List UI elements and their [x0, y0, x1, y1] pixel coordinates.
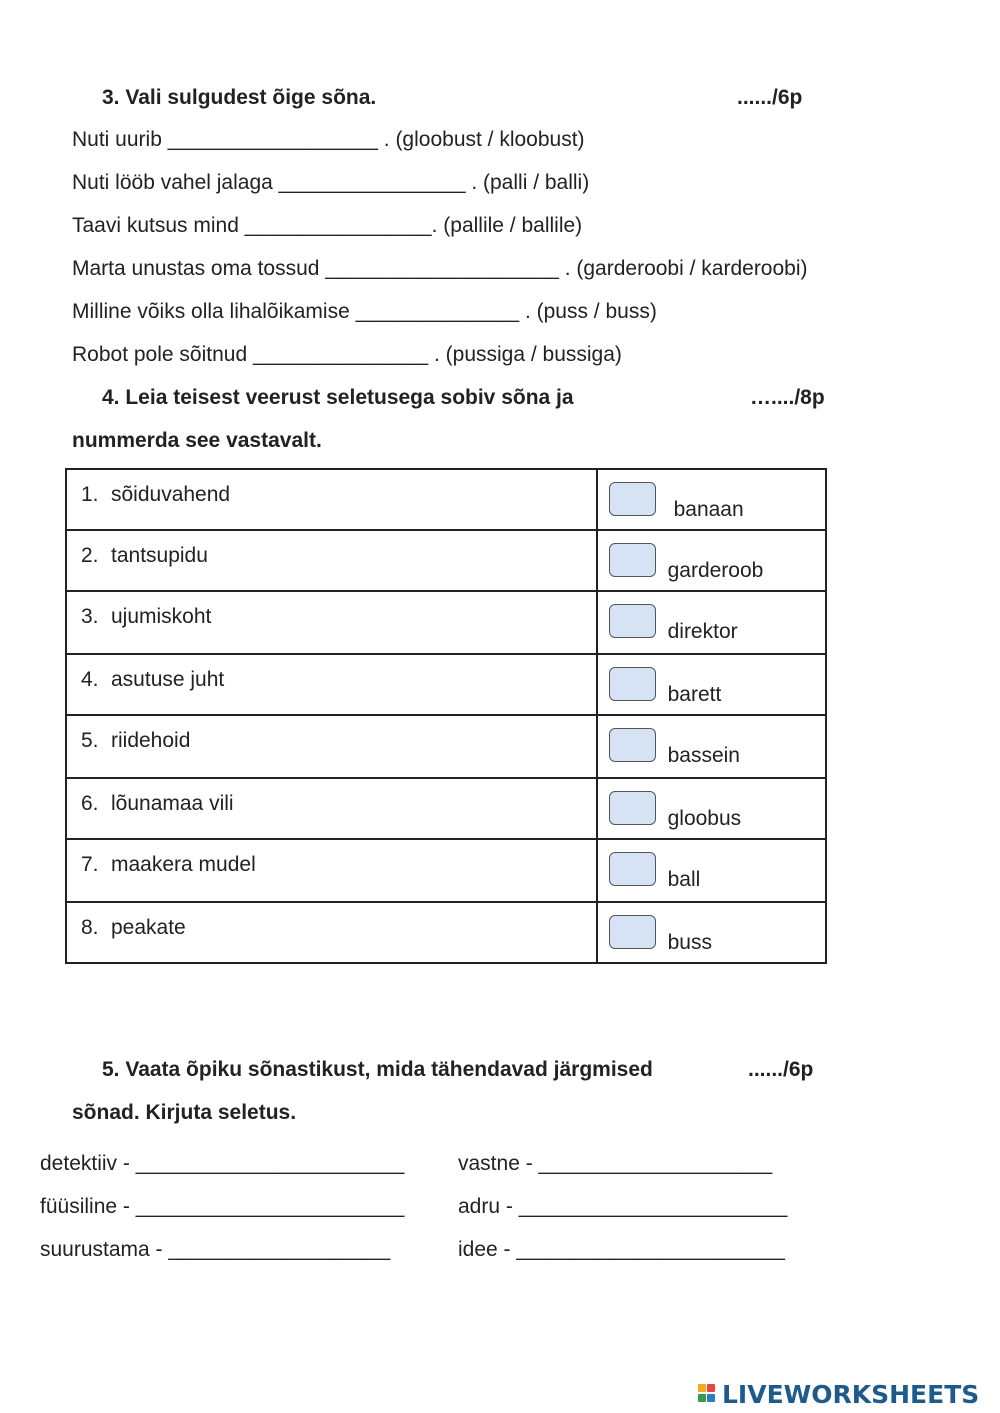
answer-input-box[interactable]	[609, 915, 656, 949]
liveworksheets-logo	[698, 1380, 979, 1408]
logo-blocks-icon	[698, 1382, 720, 1406]
answer-input-box[interactable]	[609, 791, 656, 825]
table-row	[66, 839, 826, 902]
answer-word: bassein	[667, 744, 740, 767]
answer-word: garderoob	[667, 559, 764, 582]
section-4-heading: 4. Leia teisest veerust seletusega sobiv sõna ja	[102, 386, 574, 409]
fill-in-sentence[interactable]: Robot pole sõitnud _______________ . (pussiga / bussiga)	[72, 343, 622, 366]
row-number: 5.	[81, 729, 99, 752]
answer-cell	[597, 902, 826, 963]
answer-input-box[interactable]	[609, 482, 656, 516]
answer-cell	[597, 591, 826, 654]
definition-text: sõiduvahend	[111, 483, 231, 506]
row-number: 8.	[81, 916, 99, 939]
answer-cell	[597, 715, 826, 778]
row-number: 2.	[81, 544, 99, 567]
fill-in-sentence[interactable]: Milline võiks olla lihalõikamise ______________ . (puss / buss)	[72, 300, 657, 323]
definition-cell	[66, 591, 597, 654]
fill-in-sentence[interactable]: Nuti uurib __________________ . (gloobust / kloobust)	[72, 128, 585, 151]
row-number: 4.	[81, 668, 99, 691]
definition-text: lõunamaa vili	[111, 792, 234, 815]
row-number: 3.	[81, 605, 99, 628]
definition-cell	[66, 715, 597, 778]
definition-text: asutuse juht	[111, 668, 225, 691]
answer-word: gloobus	[667, 807, 742, 830]
answer-cell	[597, 778, 826, 839]
definition-cell	[66, 530, 597, 591]
definition-text: riidehoid	[111, 729, 191, 752]
section-4-heading-continued: nummerda see vastavalt.	[72, 429, 322, 452]
section-4-points: …..../8p	[750, 386, 825, 409]
section-3-points: ....../6p	[737, 86, 803, 109]
section-3-heading: 3. Vali sulgudest õige sõna.	[102, 86, 377, 109]
answer-input-box[interactable]	[609, 543, 656, 577]
table-row	[66, 591, 826, 654]
answer-cell	[597, 469, 826, 530]
definition-cell	[66, 839, 597, 902]
section-5-heading: 5. Vaata õpiku sõnastikust, mida tähendavad järgmised	[102, 1058, 653, 1081]
answer-word: direktor	[667, 620, 738, 643]
row-number: 7.	[81, 853, 99, 876]
logo-text: LIVEWORKSHEETS	[722, 1379, 980, 1409]
answer-word: buss	[667, 931, 712, 954]
fill-in-sentence[interactable]: Taavi kutsus mind ________________. (pallile / ballile)	[72, 214, 583, 237]
table-row	[66, 530, 826, 591]
answer-input-box[interactable]	[609, 667, 656, 701]
definition-cell	[66, 469, 597, 530]
definition-text: maakera mudel	[111, 853, 256, 876]
definition-text: peakate	[111, 916, 186, 939]
answer-word: barett	[667, 683, 722, 706]
word-definition-line[interactable]: idee - _______________________	[458, 1238, 785, 1261]
fill-in-sentence[interactable]: Marta unustas oma tossud ____________________ . (garderoobi / karderoobi)	[72, 257, 808, 280]
row-number: 1.	[81, 483, 99, 506]
word-definition-line[interactable]: adru - _______________________	[458, 1195, 788, 1218]
answer-input-box[interactable]	[609, 604, 656, 638]
answer-word: ball	[667, 868, 701, 891]
answer-input-box[interactable]	[609, 728, 656, 762]
answer-word: banaan	[673, 498, 744, 521]
word-definition-line[interactable]: füüsiline - _______________________	[40, 1195, 405, 1218]
answer-cell	[597, 654, 826, 715]
definition-text: ujumiskoht	[111, 605, 212, 628]
answer-cell	[597, 530, 826, 591]
definition-cell	[66, 778, 597, 839]
table-row	[66, 469, 826, 530]
answer-input-box[interactable]	[609, 852, 656, 886]
fill-in-sentence[interactable]: Nuti lööb vahel jalaga ________________ . (palli / balli)	[72, 171, 590, 194]
word-definition-line[interactable]: detektiiv - _______________________	[40, 1152, 405, 1175]
definition-cell	[66, 654, 597, 715]
row-number: 6.	[81, 792, 99, 815]
table-row	[66, 715, 826, 778]
table-row	[66, 654, 826, 715]
word-definition-line[interactable]: vastne - ____________________	[458, 1152, 773, 1175]
definition-text: tantsupidu	[111, 544, 208, 567]
word-definition-line[interactable]: suurustama - ___________________	[40, 1238, 391, 1261]
table-row	[66, 902, 826, 963]
section-5-heading-continued: sõnad. Kirjuta seletus.	[72, 1101, 297, 1124]
matching-table	[65, 468, 827, 964]
answer-cell	[597, 839, 826, 902]
definition-cell	[66, 902, 597, 963]
section-5-points: ....../6p	[748, 1058, 814, 1081]
table-row	[66, 778, 826, 839]
